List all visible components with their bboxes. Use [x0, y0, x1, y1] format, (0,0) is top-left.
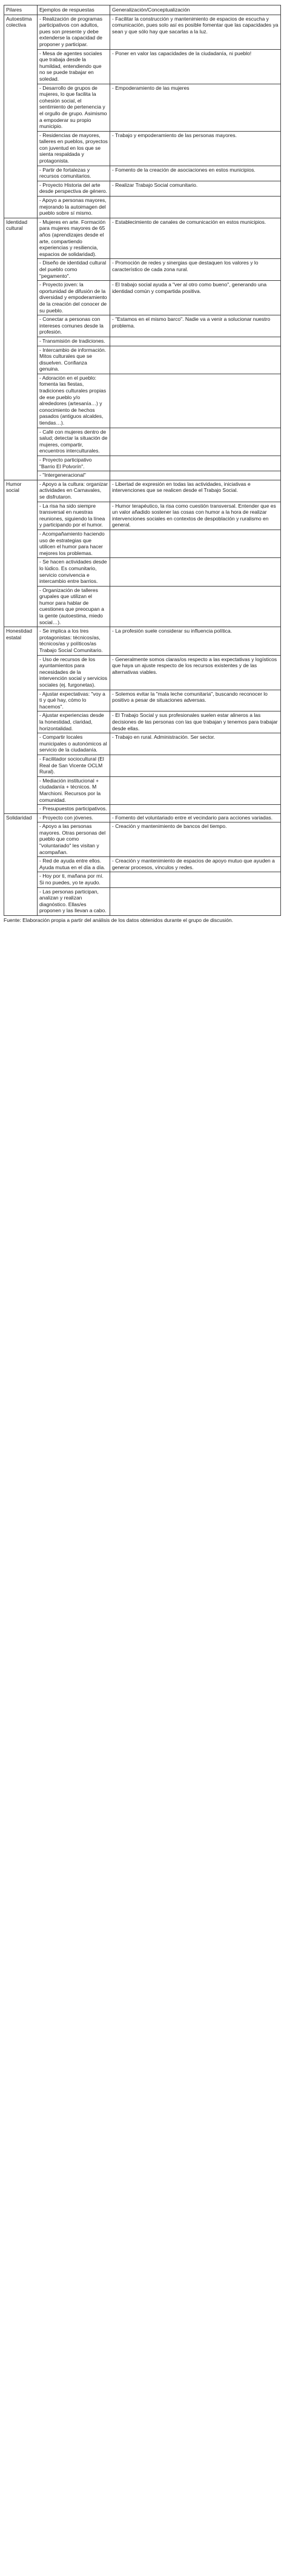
table-row — [4, 131, 281, 166]
example-cell: - Transmisión de tradiciones. — [38, 337, 110, 346]
example-cell: - Proyecto joven: la oportunidad de difusión de la diversidad y empoderamiento de la creación del conocer de su pueblo. — [38, 281, 110, 315]
example-cell: - Proyecto participativo "Barrio El Polvorín". — [38, 456, 110, 471]
table-row — [4, 337, 281, 346]
generalization-cell: - El Trabajo Social y sus profesionales suelen estar alineros a las decisiones de las personas con las que trabajan y tenemos para trabajar desde ellas. — [110, 711, 281, 733]
example-cell: - "Intergeneracional" — [38, 471, 110, 480]
generalization-cell: - Establecimiento de canales de comunicación en estos municipios. — [110, 218, 281, 259]
table-row — [4, 197, 281, 218]
generalization-cell — [110, 374, 281, 428]
example-cell: - Mujeres en arte. Formación para mujeres mayores de 65 años (aprendizajes desde el arte, compartiendo experiencias y resiliencia, espacios de solidaridad). — [38, 218, 110, 259]
generalization-cell: - Trabajo y empoderamiento de las personas mayores. — [110, 131, 281, 166]
example-cell: - Se implica a los tres protagonistas: técnicos/as, técnicos/as y políticos/as Trabajo Social Comunitario. — [38, 627, 110, 655]
table-row — [4, 627, 281, 655]
generalization-cell: - "Estamos en el mismo barco". Nadie va a venir a solucionar nuestro problema. — [110, 315, 281, 337]
table-row — [4, 181, 281, 196]
table-row — [4, 711, 281, 733]
table-row — [4, 733, 281, 755]
example-cell: - Proyecto Historia del arte desde perspectiva de género. — [38, 181, 110, 196]
example-cell: - Mesa de agentes sociales que trabaja desde la humildad, entendiendo que no se puede trabajar en soledad. — [38, 49, 110, 84]
table-row — [4, 872, 281, 887]
table-row — [4, 558, 281, 586]
table-body — [4, 15, 281, 915]
generalization-cell: - Trabajo en rural. Administración. Ser sector. — [110, 733, 281, 755]
pillar-name: Humor social — [4, 480, 38, 627]
example-cell: - Intercambio de información. Mitos culturales que se disuelven. Confianza genuina. — [38, 346, 110, 374]
pillar-name: Identidad cultural — [4, 218, 38, 480]
table-row — [4, 813, 281, 822]
generalization-cell — [110, 776, 281, 804]
table-row — [4, 502, 281, 530]
example-cell: - Apoyo a las personas mayores. Otras personas del pueblo que como "voluntariado" les visitan y acompañan. — [38, 822, 110, 857]
generalization-cell — [110, 872, 281, 887]
table-row — [4, 690, 281, 711]
example-cell: - Hoy por ti, mañana por mí. Si no puedes, yo te ayudo. — [38, 872, 110, 887]
page — [0, 0, 284, 924]
generalization-cell — [110, 586, 281, 627]
generalization-cell — [110, 805, 281, 814]
example-cell: - Proyecto con jóvenes. — [38, 813, 110, 822]
table-row — [4, 49, 281, 84]
example-cell: - Apoyo a la cultura: organizar actividades en Carnavales, se disfrutaron. — [38, 480, 110, 502]
source-note: Fuente: Elaboración propia a partir del análisis de los datos obtenidos durante el grupo de discusión. — [4, 917, 233, 923]
table-row — [4, 15, 281, 49]
pillar-name: Solidaridad — [4, 813, 38, 915]
table-row — [4, 655, 281, 690]
table-row — [4, 346, 281, 374]
example-cell: - Apoyo a personas mayores, mejorando la autoimagen del pueblo sobre sí mismo. — [38, 197, 110, 218]
generalization-cell: - La profesión suele considerar su influencia política. — [110, 627, 281, 655]
generalization-cell: - Creación y mantenimiento de bancos del tiempo. — [110, 822, 281, 857]
example-cell: - Las personas participan, analizan y realizan diagnóstico. Ellas/es proponen y las llevan a cabo. — [38, 887, 110, 915]
example-cell: - Adoración en el pueblo: fomenta las fiestas, tradiciones culturales propias de ese pueblo y/o alrededores (artesanía…) y conocimiento de hechos pasados (antiguos alcaldes, tiendas…). — [38, 374, 110, 428]
generalization-cell: - Empoderamiento de las mujeres — [110, 84, 281, 131]
table-row — [4, 374, 281, 428]
generalization-cell — [110, 530, 281, 557]
generalization-cell: - Promoción de redes y sinergias que destaquen los valores y lo característico de cada zona rural. — [110, 259, 281, 281]
example-cell: - Compartir locales municipales o autonómicos al servicio de la ciudadanía. — [38, 733, 110, 755]
example-cell: - Café con mujeres dentro de salud; detectar la situación de mujeres, compartir, encuentros interculturales. — [38, 428, 110, 456]
table-row — [4, 822, 281, 857]
table-row — [4, 530, 281, 557]
example-cell: - Presupuestos participativos. — [38, 805, 110, 814]
example-cell: - Ajustar experiencias desde la honestidad, claridad, horizontalidad. — [38, 711, 110, 733]
header-generalizacion: Generalización/Conceptualización — [110, 5, 281, 15]
example-cell: - Acompañamiento haciendo uso de estrategias que utilicen el humor para hacer mejores los problemas. — [38, 530, 110, 557]
generalization-cell: - Generalmente somos claras/os respecto a las expectativas y logísticos que haya un ajuste respecto de los recursos existentes y de las alternativas viables. — [110, 655, 281, 690]
table-row — [4, 471, 281, 480]
table-row — [4, 887, 281, 915]
generalization-cell — [110, 471, 281, 480]
generalization-cell — [110, 337, 281, 346]
example-cell: - Conectar a personas con intereses comunes desde la profesión. — [38, 315, 110, 337]
table-row — [4, 586, 281, 627]
table-row — [4, 456, 281, 471]
header-pilares: Pilares — [4, 5, 38, 15]
pillar-name: Honestidad estatal — [4, 627, 38, 813]
pillar-name: Autoestima colectiva — [4, 15, 38, 218]
generalization-cell: - Humor terapéutico, la risa como cuestión transversal. Entender que es un valor añadido sostener las cosas con humor a la hora de realizar intervenciones sociales en contextos de despoblación y ruralismo en general. — [110, 502, 281, 530]
example-cell: - Se hacen actividades desde lo lúdico. Es comunitario, servicio convivencia e intercambio entre barrios. — [38, 558, 110, 586]
example-cell: - La risa ha sido siempre transversal en nuestras reuniones, siguiendo la línea y participando por el humor. — [38, 502, 110, 530]
example-cell: - Residencias de mayores, talleres en pueblos, proyectos con juventud en los que se sienta respaldada y protagonista. — [38, 131, 110, 166]
generalization-cell — [110, 346, 281, 374]
example-cell: - Organización de talleres grupales que utilizan el humor para hablar de cuestiones que preocupan a la gente (autoestima, miedo social…). — [38, 586, 110, 627]
generalization-cell — [110, 197, 281, 218]
table-row — [4, 281, 281, 315]
example-cell: - Mediación institucional + ciudadanía + técnicos. M Marchioni. Recursos por la comunidad. — [38, 776, 110, 804]
table-header-row — [4, 5, 281, 15]
generalization-cell: - Fomento de la creación de asociaciones en estos municipios. — [110, 166, 281, 181]
generalization-cell: - El trabajo social ayuda a "ver al otro como bueno", generando una identidad común y compartida positiva. — [110, 281, 281, 315]
header-ejemplos: Ejemplos de respuestas — [38, 5, 110, 15]
generalization-cell — [110, 558, 281, 586]
generalization-cell: - Realizar Trabajo Social comunitario. — [110, 181, 281, 196]
example-cell: - Facilitador sociocultural (El Real de San Vicente OCLM Rural). — [38, 755, 110, 776]
generalization-cell: - Libertad de expresión en todas las actividades, iniciativas e intervenciones que se realicen desde el Trabajo Social. — [110, 480, 281, 502]
example-cell: - Uso de recursos de los ayuntamientos para necesidades de la intervención social y servicios sociales (ej. furgonetas). — [38, 655, 110, 690]
table-row — [4, 166, 281, 181]
table-row — [4, 755, 281, 776]
generalization-cell: - Solemos evitar la "mala leche comunitaria", buscando reconocer lo positivo a pesar de situaciones adversas. — [110, 690, 281, 711]
generalization-cell: - Poner en valor las capacidades de la ciudadanía, ni pueblo! — [110, 49, 281, 84]
table-row — [4, 218, 281, 259]
table-row — [4, 857, 281, 872]
table-row — [4, 776, 281, 804]
generalization-cell — [110, 887, 281, 915]
table-row — [4, 428, 281, 456]
table-row — [4, 805, 281, 814]
generalization-cell: - Facilitar la construcción y mantenimiento de espacios de escucha y comunicación, pues solo así es posible fomentar que las capacidades ya sean y que sólo hay que sacarlas a la luz. — [110, 15, 281, 49]
table-row — [4, 84, 281, 131]
example-cell: - Partir de fortalezas y recursos comunitarios. — [38, 166, 110, 181]
example-cell: - Desarrollo de grupos de mujeres, lo que facilita la cohesión social, el sentimiento de pertenencia y el orgullo de grupo. Asimismo a empoderar su propio municipio. — [38, 84, 110, 131]
generalization-cell — [110, 456, 281, 471]
generalization-cell — [110, 428, 281, 456]
example-cell: - Red de ayuda entre ellos. Ayuda mutua en el día a día. — [38, 857, 110, 872]
generalization-cell — [110, 755, 281, 776]
table-row — [4, 259, 281, 281]
generalization-cell: - Fomento del voluntariado entre el vecindario para acciones variadas. — [110, 813, 281, 822]
example-cell: - Ajustar expectativas: "voy a ti y qué hay, cómo lo hacemos". — [38, 690, 110, 711]
generalization-cell: - Creación y mantenimiento de espacios de apoyo mutuo que ayuden a generar procesos, vínculos y redes. — [110, 857, 281, 872]
table-row — [4, 315, 281, 337]
example-cell: - Diseño de identidad cultural del pueblo como "pegamento". — [38, 259, 110, 281]
example-cell: - Realización de programas participativos con adultos, pues son presente y debe extenderse la capacidad de proponer y participar. — [38, 15, 110, 49]
pillars-table — [4, 5, 281, 916]
table-row — [4, 480, 281, 502]
